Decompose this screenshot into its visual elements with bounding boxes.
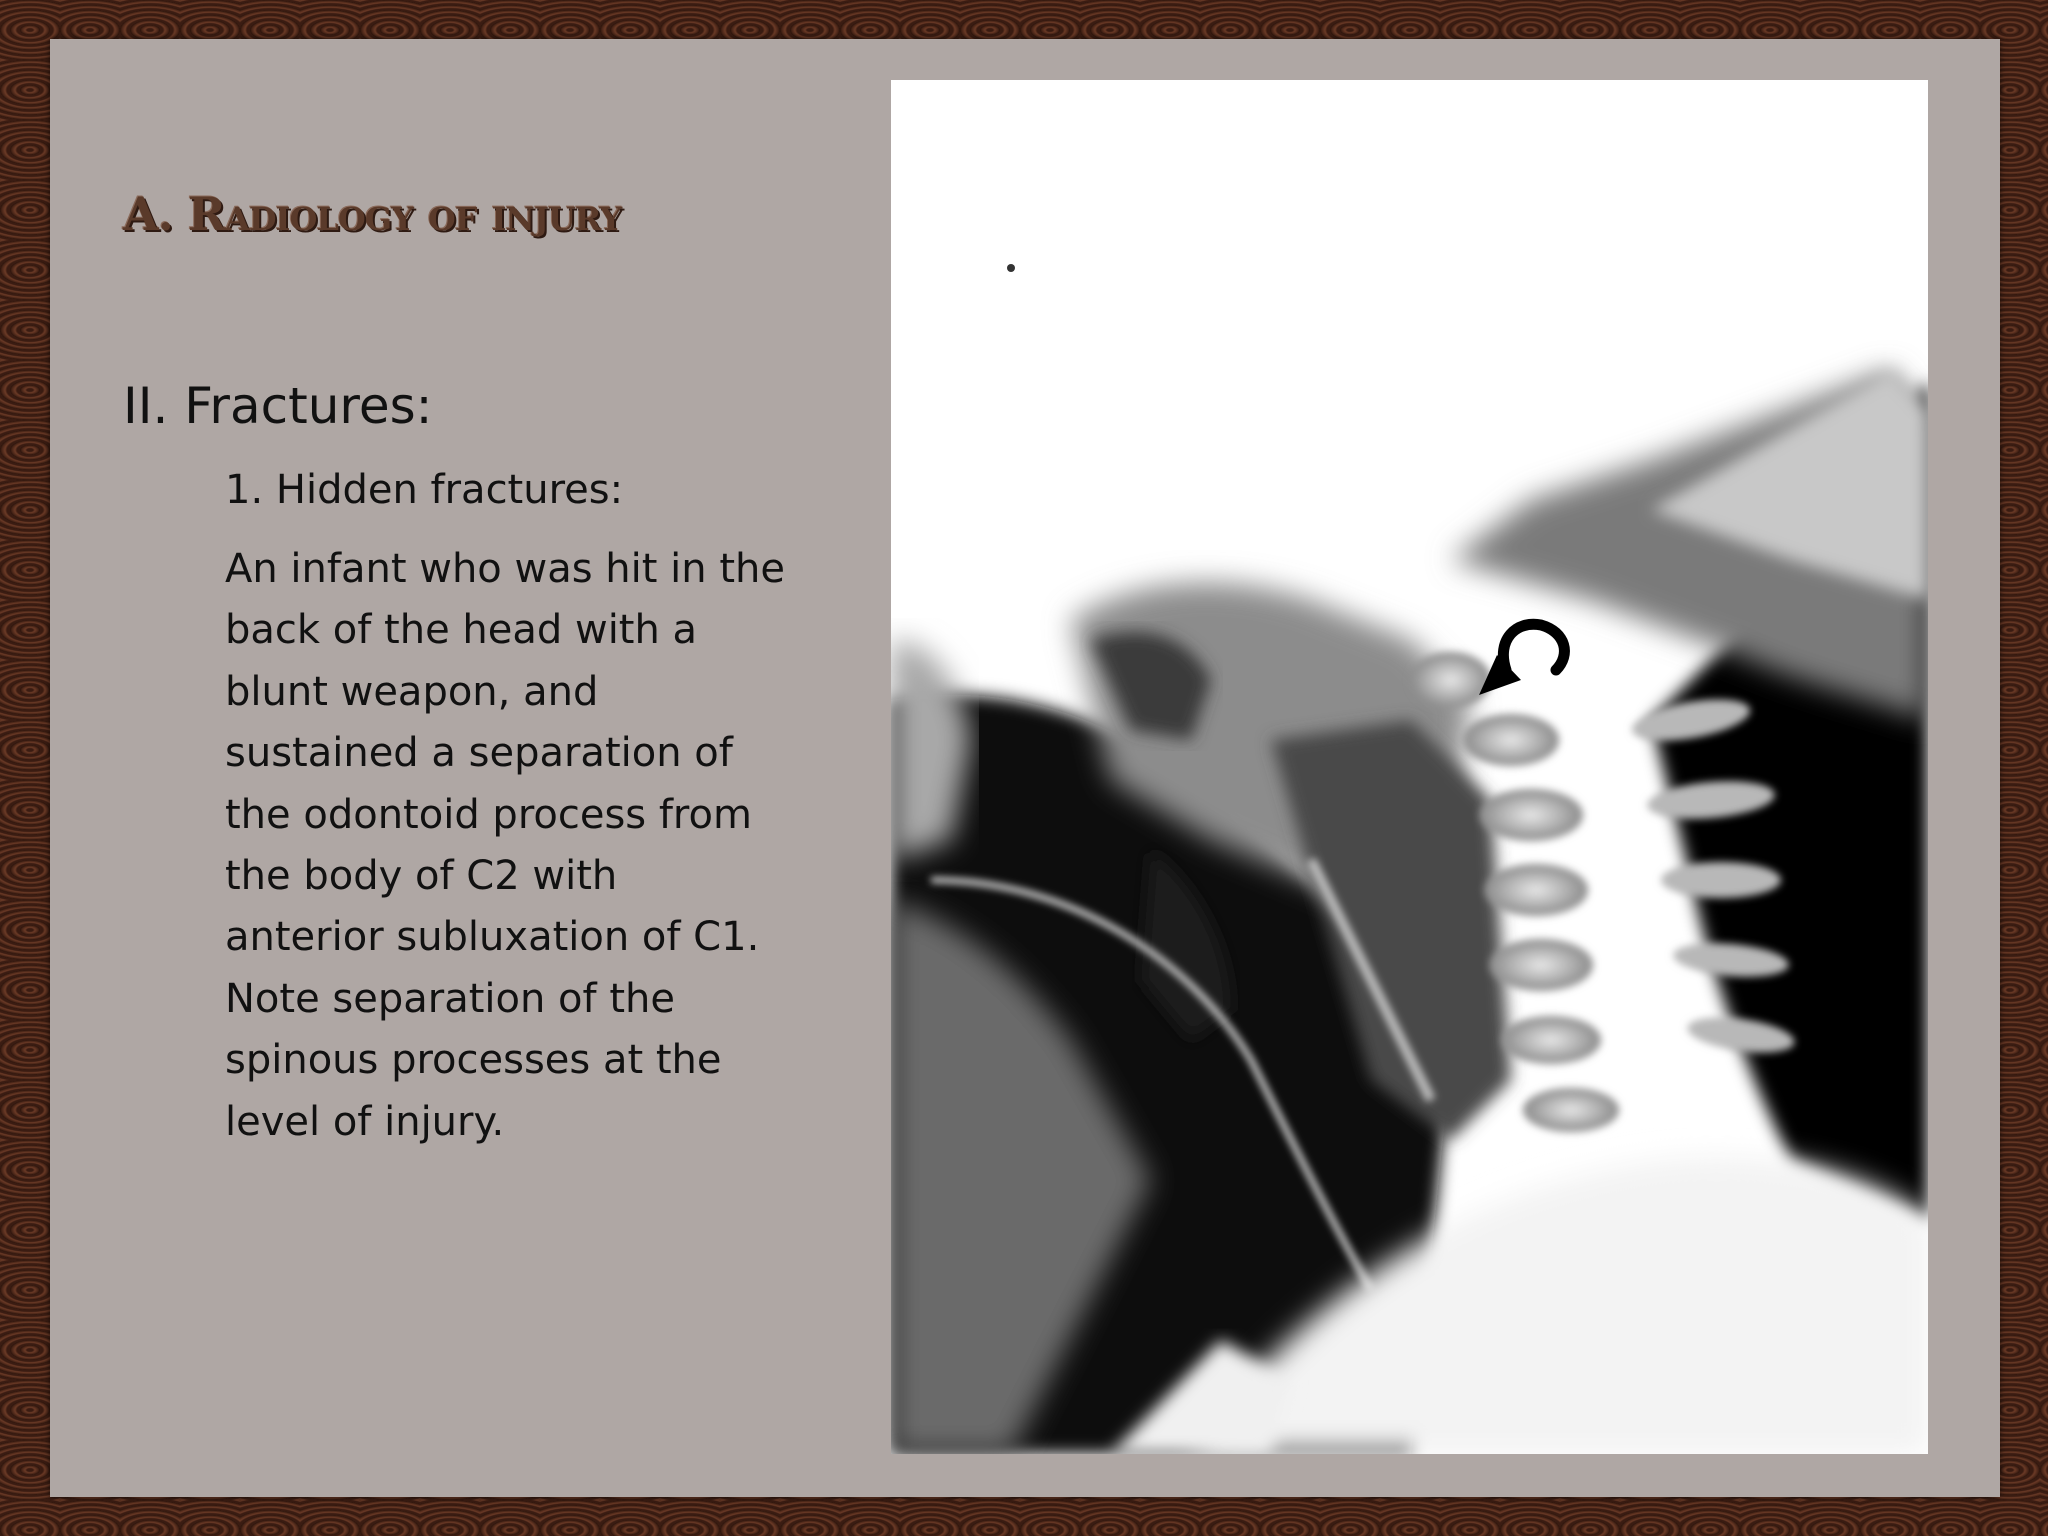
slide-title: A. Radiology of injury <box>123 187 622 241</box>
caption-text: An infant who was hit in the back of the head with a blunt weapon, and sustained a separation of the odontoid process from the body of C2 with anterior subluxation of C1. Note separation of the spinous processes at the level of injury. <box>225 546 785 1145</box>
xray-image <box>891 80 1928 1454</box>
subheading: 1. Hidden fractures: <box>225 467 624 513</box>
section-heading: II. Fractures: <box>123 377 433 435</box>
xray-illustration <box>891 80 1928 1454</box>
slide <box>50 39 2000 1497</box>
